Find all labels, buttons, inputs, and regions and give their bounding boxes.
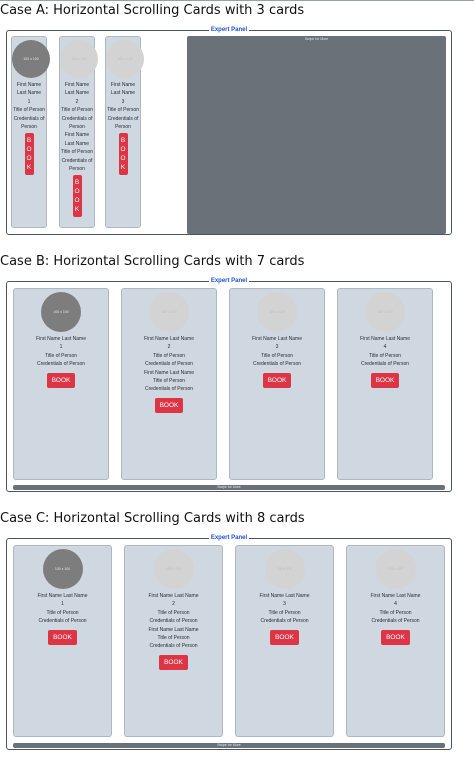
credentials-cont: Person (69, 124, 85, 131)
card-info (338, 335, 432, 369)
card-number: 1 (27, 98, 31, 105)
expert-card (11, 36, 47, 228)
card-info (125, 592, 222, 651)
expert-card (121, 288, 217, 480)
card-number: 1 (59, 344, 63, 351)
book-button[interactable]: BOOK (381, 630, 410, 645)
panel-legend: Expert Panel (210, 278, 248, 284)
avatar: 100 x 100 (257, 292, 297, 332)
person-title: Title of Person (12, 107, 46, 114)
card-number: 3 (275, 344, 279, 351)
credentials: Credentials of (61, 157, 93, 164)
person-title: Title of Person (60, 149, 94, 156)
credentials: Credentials of Person (149, 618, 198, 625)
card-info (106, 81, 140, 131)
book-button[interactable]: BOOK (371, 373, 400, 388)
credentials-cont: Person (21, 124, 37, 131)
avatar: 100 x 100 (43, 549, 83, 589)
case-b-expert-panel (6, 278, 452, 492)
book-button[interactable]: B O O K (119, 133, 128, 175)
full-name: First Name Last Name (148, 626, 199, 633)
avatar: 100 x 100 (265, 549, 305, 589)
person-title: Title of Person (260, 352, 294, 359)
top-divider (0, 0, 474, 1)
card-number: 4 (383, 344, 387, 351)
avatar: 100 x 100 (12, 40, 50, 78)
card-info (236, 592, 333, 626)
case-c-expert-panel (6, 535, 452, 750)
book-button[interactable]: BOOK (159, 655, 188, 670)
card-info (12, 81, 46, 131)
person-title: Title of Person (157, 635, 190, 642)
last-name: Last Name (64, 90, 90, 97)
credentials: Credentials of Person (144, 386, 194, 393)
card-number: 3 (283, 601, 286, 608)
person-title: Title of Person (268, 609, 301, 616)
card-info (122, 335, 216, 394)
expert-card (235, 545, 334, 737)
credentials: Credentials of Person (371, 618, 420, 625)
expert-card (13, 545, 112, 737)
person-title: Title of Person (44, 352, 78, 359)
expert-card (337, 288, 433, 480)
case-c-title: Case C: Horizontal Scrolling Cards with 8 cards (0, 511, 305, 526)
full-name: First Name Last Name (259, 593, 310, 599)
credentials: Credentials of Person (149, 643, 198, 650)
expert-card (105, 36, 141, 228)
card-number: 3 (121, 98, 125, 105)
avatar: 100 x 100 (376, 549, 416, 589)
swipe-for-more-area[interactable] (187, 36, 446, 234)
person-title: Title of Person (46, 609, 79, 616)
full-name: First Name Last Name (359, 336, 410, 342)
avatar: 100 x 100 (60, 40, 98, 78)
panel-legend: Expert Panel (210, 27, 248, 33)
credentials: Credentials of (61, 115, 93, 122)
full-name: First Name Last Name (370, 593, 421, 599)
expert-card (346, 545, 445, 737)
card-number: 2 (75, 98, 79, 105)
full-name: First Name Last Name (143, 336, 194, 342)
person-title: Title of Person (157, 609, 190, 616)
expert-card (229, 288, 325, 480)
last-name: Last Name (110, 90, 136, 97)
credentials-cont: Person (115, 124, 131, 131)
person-title: Title of Person (60, 107, 94, 114)
credentials: Credentials of Person (252, 361, 302, 368)
avatar: 100 x 100 (365, 292, 405, 332)
person-title: Title of Person (152, 352, 186, 359)
panel-legend: Expert Panel (210, 535, 248, 541)
credentials: Credentials of Person (38, 618, 87, 625)
full-name: First Name Last Name (148, 593, 199, 599)
card-number: 2 (167, 344, 171, 351)
swipe-for-more-bar[interactable]: Swipe for More (13, 485, 445, 490)
credentials: Credentials of Person (36, 361, 86, 368)
book-button[interactable]: BOOK (155, 398, 184, 413)
case-a-title: Case A: Horizontal Scrolling Cards with 3 cards (0, 3, 305, 18)
expert-card (13, 288, 109, 480)
credentials-cont: Person (69, 166, 85, 173)
card-info (60, 81, 94, 173)
full-name: First Name Last Name (35, 336, 86, 342)
book-button[interactable]: BOOK (48, 630, 77, 645)
avatar: 100 x 100 (41, 292, 81, 332)
card-info (230, 335, 324, 369)
person-title: Title of Person (106, 107, 140, 114)
person-title: Title of Person (368, 352, 402, 359)
first-name: First Name (110, 82, 136, 88)
first-name: First Name (16, 82, 42, 88)
last-name: Last Name (16, 90, 42, 97)
first-name: First Name (64, 132, 90, 139)
card-info (14, 592, 111, 626)
case-a-expert-panel (6, 27, 452, 235)
card-info (347, 592, 444, 626)
credentials: Credentials of Person (144, 361, 194, 368)
card-number: 4 (394, 601, 397, 608)
book-button[interactable]: BOOK (47, 373, 76, 388)
swipe-for-more-bar[interactable]: Swipe for More (13, 743, 445, 748)
avatar: 100 x 100 (106, 40, 144, 78)
card-number: 1 (61, 601, 64, 608)
avatar: 100 x 100 (149, 292, 189, 332)
credentials: Credentials of (13, 115, 45, 122)
person-title: Title of Person (152, 378, 186, 385)
avatar: 100 x 100 (154, 549, 194, 589)
full-name: First Name Last Name (37, 593, 88, 599)
expert-card (59, 36, 95, 228)
book-button[interactable]: BOOK (263, 373, 292, 388)
person-title: Title of Person (379, 609, 412, 616)
book-button[interactable]: B O O K (73, 175, 82, 217)
book-button[interactable]: BOOK (270, 630, 299, 645)
card-number: 2 (172, 601, 175, 608)
card-info (14, 335, 108, 369)
book-button[interactable]: B O O K (25, 133, 34, 175)
credentials: Credentials of Person (260, 618, 309, 625)
full-name: First Name Last Name (143, 369, 194, 376)
expert-card (124, 545, 223, 737)
swipe-label: Swipe for More (304, 37, 329, 41)
credentials: Credentials of (107, 115, 139, 122)
full-name: First Name Last Name (251, 336, 302, 342)
first-name: First Name (64, 82, 90, 88)
credentials: Credentials of Person (360, 361, 410, 368)
last-name: Last Name (64, 140, 90, 147)
case-b-title: Case B: Horizontal Scrolling Cards with 7 cards (0, 254, 305, 269)
